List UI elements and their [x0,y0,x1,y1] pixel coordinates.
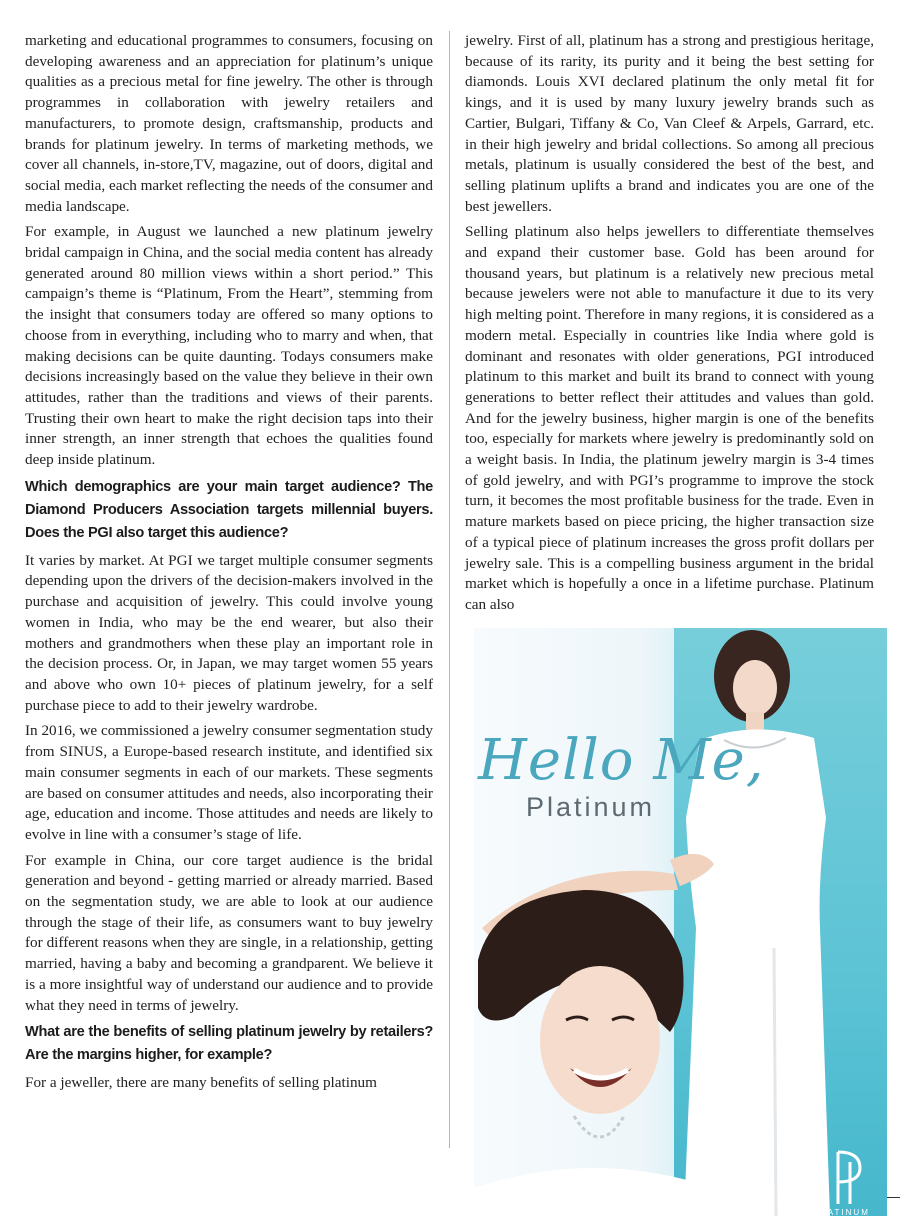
right-text-column [465,31,874,621]
body-paragraph: For a jeweller, there are many benefits of selling platinum [25,1074,377,1092]
page-edge-rule [887,1197,900,1198]
body-paragraph: Selling platinum also helps jewellers to differentiate themselves and expand their customer base. Gold has been around for thousand years, but platinum is a relatively new precious metal because jewelers were not able to manufacture it due to its very high melting point. Therefore in many regions, it is considered as a modern metal. Especially in countries like India where gold is dominant and resonates with older generations, PGI introduced platinum to this market and built its brand to connect with young generations to better reflect their attitudes and values than gold. And for the jewelry business, higher margin is one of the benefits too, especially for markets where jewelry is predominantly sold on a weight basis. In India, the platinum jewelry margin is 3-4 times of gold jewelry, and with PGI’s programme to improve the stock turn, it becomes the most profitable business for the trade. Even in mature markets based on piece pricing, the higher transaction size of a typical piece of platinum increases the gross profit dollars per jewelry sale. This is a compelling business argument in the bridal market which is hopefully a once in a lifetime purchase. Platinum can also [465,223,874,613]
ad-logo-text: PLATINUM [814,1208,870,1216]
ad-wordmark: Platinum [526,792,656,822]
question-heading: Which demographics are your main target audience? The Diamond Producers Association targets millennial buyers. Does the PGI also target this audience? [25,478,433,541]
platinum-advertisement [474,628,887,1216]
body-paragraph: In 2016, we commissioned a jewelry consumer segmentation study from SINUS, a Europe-based research institute, and identified six main consumer segments in each of our markets. These segments are based on consumer attitudes and needs, also incorporating their age, education and income. Those attitudes and needs are likely to evolve in line with a consumer’s stage of life. [25,722,433,843]
ad-script-headline: Hello Me, [478,728,765,793]
ad-models-illustration [474,628,887,1216]
platinum-logo-icon [830,1148,870,1208]
body-paragraph: For example in China, our core target audience is the bridal generation and beyond - getting married or already married. Based on the segmentation study, we are able to look at our audience through the stage of their life, as consumers want to buy jewelry for different reasons when they are single, in a relationship, getting married, having a baby and becoming a grandparent. We believe it is a more insightful way of understand our audience and to provide what they need in terms of jewelry. [25,851,433,1014]
left-text-column [25,31,433,1099]
question-heading: What are the benefits of selling platinum jewelry by retailers? Are the margins higher, for example? [25,1024,433,1064]
body-paragraph: jewelry. First of all, platinum has a strong and prestigious heritage, because of its rarity, its purity and it being the best setting for diamonds. Louis XVI declared platinum the only metal fit for kings, and it is used by many luxury jewelry brands such as Cartier, Bulgari, Tiffany & Co, Van Cleef & Arpels, Garrard, etc. in their high jewelry and bridal collections. So among all precious metals, platinum is usually considered the best of the best, and selling platinum uplifts a brand and indicates you are one of the best jewellers. [465,32,874,215]
body-paragraph: It varies by market. At PGI we target multiple consumer segments depending upon the drivers of the decision-makers involved in the purchase and acquisition of jewelry. This could involve young women in India, who may be the end wearer, but also their mothers and grandmothers when these play an important role in the decision process. Or, in Japan, we may target women 55 years and above who own 10+ pieces of platinum jewelry, for a self purchase piece to add to their jewelry wardrobe. [25,551,433,714]
column-divider [449,31,450,1148]
body-paragraph: For example, in August we launched a new platinum jewelry bridal campaign in China, and the social media content has already generated around 80 million views within a short period.” This campaign’s theme is “Platinum, From the Heart”, stemming from the insight that consumers today are offered so many options to choose from in everything, including who to marry and when, that making decisions can be quite daunting. Todays consumers make decisions increasingly based on the value they believe in their own attitudes, rather than the traditions and views of their parents. Trusting their own heart to make the right decision taps into their inner strength, an inner strength that echoes the qualities found deep inside platinum. [25,223,433,469]
body-paragraph: marketing and educational programmes to consumers, focusing on developing awareness and an appreciation for platinum’s unique qualities as a precious metal for fine jewelry. The other is through programmes in collaboration with jewelry retailers and manufacturers, to promote design, craftsmanship, products and brands for platinum jewelry. In terms of marketing methods, we cover all channels, in-store,TV, magazine, out of doors, digital and social media, each market reflecting the needs of the consumer and media landscape. [25,32,433,215]
